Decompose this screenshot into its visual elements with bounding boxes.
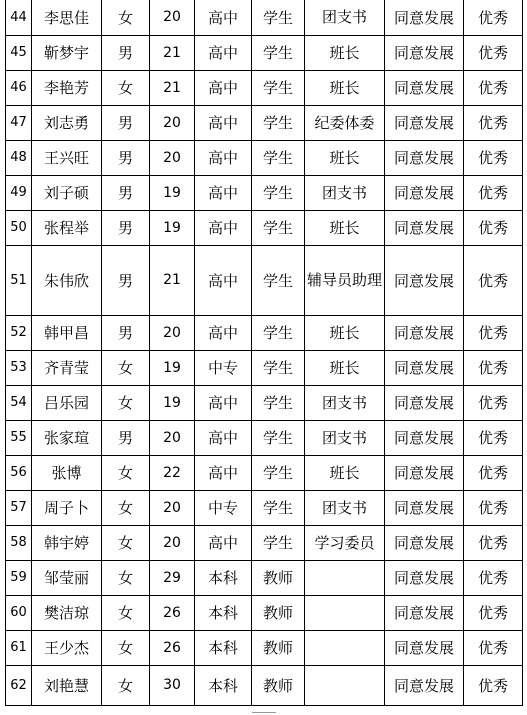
gender-cell: 男 <box>102 315 150 350</box>
identity-cell: 学生 <box>252 245 305 315</box>
rating-cell: 优秀 <box>464 140 523 175</box>
rating-cell: 优秀 <box>464 0 523 35</box>
table-row <box>6 665 523 705</box>
opinion-cell: 同意发展 <box>385 385 464 420</box>
row-number: 56 <box>6 455 32 490</box>
name-cell: 邹莹丽 <box>32 560 102 595</box>
identity-cell: 学生 <box>252 525 305 560</box>
table-row <box>6 140 523 175</box>
gender-cell: 女 <box>102 385 150 420</box>
rating-cell: 优秀 <box>464 210 523 245</box>
age-cell: 20 <box>150 140 195 175</box>
rating-cell: 优秀 <box>464 350 523 385</box>
table-row <box>6 455 523 490</box>
age-cell: 20 <box>150 0 195 35</box>
opinion-cell: 同意发展 <box>385 420 464 455</box>
role-cell: 班长 <box>305 210 385 245</box>
name-cell: 樊洁琼 <box>32 595 102 630</box>
gender-cell: 女 <box>102 630 150 665</box>
identity-cell: 学生 <box>252 315 305 350</box>
role-cell: 班长 <box>305 350 385 385</box>
name-cell: 刘志勇 <box>32 105 102 140</box>
role-cell: 班长 <box>305 70 385 105</box>
role-cell: 辅导员助理 <box>305 245 385 315</box>
age-cell: 20 <box>150 105 195 140</box>
gender-cell: 女 <box>102 70 150 105</box>
age-cell: 19 <box>150 350 195 385</box>
rating-cell: 优秀 <box>464 595 523 630</box>
role-cell <box>305 630 385 665</box>
education-cell: 高中 <box>195 385 252 420</box>
row-number: 62 <box>6 665 32 705</box>
identity-cell: 教师 <box>252 560 305 595</box>
identity-cell: 学生 <box>252 35 305 70</box>
opinion-cell: 同意发展 <box>385 35 464 70</box>
role-cell: 班长 <box>305 140 385 175</box>
opinion-cell: 同意发展 <box>385 0 464 35</box>
opinion-cell: 同意发展 <box>385 315 464 350</box>
table-row <box>6 175 523 210</box>
name-cell: 张博 <box>32 455 102 490</box>
rating-cell: 优秀 <box>464 70 523 105</box>
role-cell: 学习委员 <box>305 525 385 560</box>
table-row <box>6 420 523 455</box>
name-cell: 刘子硕 <box>32 175 102 210</box>
age-cell: 26 <box>150 630 195 665</box>
row-number: 46 <box>6 70 32 105</box>
name-cell: 韩甲昌 <box>32 315 102 350</box>
opinion-cell: 同意发展 <box>385 105 464 140</box>
table-row <box>6 245 523 315</box>
row-number: 44 <box>6 0 32 35</box>
age-cell: 22 <box>150 455 195 490</box>
opinion-cell: 同意发展 <box>385 595 464 630</box>
role-cell: 团支书 <box>305 490 385 525</box>
opinion-cell: 同意发展 <box>385 245 464 315</box>
row-number: 54 <box>6 385 32 420</box>
gender-cell: 女 <box>102 525 150 560</box>
table-row <box>6 35 523 70</box>
rating-cell: 优秀 <box>464 105 523 140</box>
role-cell: 团支书 <box>305 0 385 35</box>
table-row <box>6 210 523 245</box>
education-cell: 高中 <box>195 175 252 210</box>
opinion-cell: 同意发展 <box>385 350 464 385</box>
name-cell: 吕乐园 <box>32 385 102 420</box>
table-row <box>6 0 523 35</box>
gender-cell: 女 <box>102 455 150 490</box>
opinion-cell: 同意发展 <box>385 665 464 705</box>
gender-cell: 女 <box>102 560 150 595</box>
identity-cell: 教师 <box>252 630 305 665</box>
row-number: 60 <box>6 595 32 630</box>
opinion-cell: 同意发展 <box>385 175 464 210</box>
age-cell: 20 <box>150 420 195 455</box>
identity-cell: 学生 <box>252 210 305 245</box>
table-row <box>6 350 523 385</box>
education-cell: 本科 <box>195 630 252 665</box>
name-cell: 靳梦宇 <box>32 35 102 70</box>
education-cell: 本科 <box>195 595 252 630</box>
row-number: 45 <box>6 35 32 70</box>
gender-cell: 女 <box>102 350 150 385</box>
row-number: 51 <box>6 245 32 315</box>
gender-cell: 男 <box>102 140 150 175</box>
gender-cell: 男 <box>102 105 150 140</box>
age-cell: 21 <box>150 70 195 105</box>
name-cell: 齐青莹 <box>32 350 102 385</box>
education-cell: 中专 <box>195 490 252 525</box>
education-cell: 高中 <box>195 35 252 70</box>
identity-cell: 学生 <box>252 175 305 210</box>
education-cell: 中专 <box>195 350 252 385</box>
row-number: 53 <box>6 350 32 385</box>
row-number: 61 <box>6 630 32 665</box>
name-cell: 王少杰 <box>32 630 102 665</box>
name-cell: 朱伟欣 <box>32 245 102 315</box>
name-cell: 周子卜 <box>32 490 102 525</box>
rating-cell: 优秀 <box>464 560 523 595</box>
identity-cell: 学生 <box>252 0 305 35</box>
gender-cell: 男 <box>102 35 150 70</box>
age-cell: 20 <box>150 525 195 560</box>
row-number: 50 <box>6 210 32 245</box>
rating-cell: 优秀 <box>464 175 523 210</box>
table-row <box>6 560 523 595</box>
gender-cell: 女 <box>102 665 150 705</box>
age-cell: 26 <box>150 595 195 630</box>
identity-cell: 学生 <box>252 105 305 140</box>
rating-cell: 优秀 <box>464 455 523 490</box>
gender-cell: 女 <box>102 595 150 630</box>
role-cell <box>305 560 385 595</box>
role-cell: 班长 <box>305 35 385 70</box>
gender-cell: 男 <box>102 245 150 315</box>
name-cell: 李艳芳 <box>32 70 102 105</box>
gender-cell: 男 <box>102 210 150 245</box>
row-number: 52 <box>6 315 32 350</box>
education-cell: 本科 <box>195 560 252 595</box>
gender-cell: 女 <box>102 490 150 525</box>
identity-cell: 学生 <box>252 350 305 385</box>
role-cell: 班长 <box>305 315 385 350</box>
row-number: 57 <box>6 490 32 525</box>
row-number: 49 <box>6 175 32 210</box>
education-cell: 高中 <box>195 315 252 350</box>
identity-cell: 学生 <box>252 490 305 525</box>
age-cell: 19 <box>150 210 195 245</box>
age-cell: 20 <box>150 315 195 350</box>
rating-cell: 优秀 <box>464 490 523 525</box>
education-cell: 本科 <box>195 665 252 705</box>
name-cell: 刘艳慧 <box>32 665 102 705</box>
role-cell <box>305 665 385 705</box>
opinion-cell: 同意发展 <box>385 560 464 595</box>
age-cell: 29 <box>150 560 195 595</box>
age-cell: 20 <box>150 490 195 525</box>
rating-cell: 优秀 <box>464 420 523 455</box>
opinion-cell: 同意发展 <box>385 70 464 105</box>
education-cell: 高中 <box>195 70 252 105</box>
identity-cell: 学生 <box>252 385 305 420</box>
role-cell: 纪委体委 <box>305 105 385 140</box>
education-cell: 高中 <box>195 420 252 455</box>
opinion-cell: 同意发展 <box>385 210 464 245</box>
name-cell: 李思佳 <box>32 0 102 35</box>
identity-cell: 学生 <box>252 455 305 490</box>
role-cell: 班长 <box>305 455 385 490</box>
identity-cell: 学生 <box>252 70 305 105</box>
rating-cell: 优秀 <box>464 665 523 705</box>
rating-cell: 优秀 <box>464 35 523 70</box>
education-cell: 高中 <box>195 455 252 490</box>
table-row <box>6 105 523 140</box>
age-cell: 21 <box>150 245 195 315</box>
table-row <box>6 630 523 665</box>
table-row <box>6 525 523 560</box>
gender-cell: 男 <box>102 175 150 210</box>
page-edge-mark <box>252 712 276 713</box>
roster-body <box>6 0 523 705</box>
role-cell <box>305 595 385 630</box>
education-cell: 高中 <box>195 210 252 245</box>
opinion-cell: 同意发展 <box>385 455 464 490</box>
identity-cell: 教师 <box>252 595 305 630</box>
age-cell: 30 <box>150 665 195 705</box>
identity-cell: 教师 <box>252 665 305 705</box>
row-number: 55 <box>6 420 32 455</box>
role-cell: 团支书 <box>305 385 385 420</box>
education-cell: 高中 <box>195 525 252 560</box>
rating-cell: 优秀 <box>464 315 523 350</box>
role-cell: 团支书 <box>305 420 385 455</box>
role-cell: 团支书 <box>305 175 385 210</box>
table-row <box>6 70 523 105</box>
row-number: 58 <box>6 525 32 560</box>
row-number: 47 <box>6 105 32 140</box>
education-cell: 高中 <box>195 245 252 315</box>
opinion-cell: 同意发展 <box>385 490 464 525</box>
table-row <box>6 595 523 630</box>
identity-cell: 学生 <box>252 140 305 175</box>
rating-cell: 优秀 <box>464 630 523 665</box>
age-cell: 19 <box>150 385 195 420</box>
opinion-cell: 同意发展 <box>385 140 464 175</box>
rating-cell: 优秀 <box>464 525 523 560</box>
identity-cell: 学生 <box>252 420 305 455</box>
table-row <box>6 490 523 525</box>
education-cell: 高中 <box>195 0 252 35</box>
rating-cell: 优秀 <box>464 245 523 315</box>
name-cell: 王兴旺 <box>32 140 102 175</box>
rating-cell: 优秀 <box>464 385 523 420</box>
row-number: 59 <box>6 560 32 595</box>
age-cell: 19 <box>150 175 195 210</box>
name-cell: 韩宇婷 <box>32 525 102 560</box>
opinion-cell: 同意发展 <box>385 630 464 665</box>
table-row <box>6 385 523 420</box>
name-cell: 张家瑄 <box>32 420 102 455</box>
education-cell: 高中 <box>195 105 252 140</box>
member-roster-table <box>5 0 523 706</box>
gender-cell: 男 <box>102 420 150 455</box>
row-number: 48 <box>6 140 32 175</box>
opinion-cell: 同意发展 <box>385 525 464 560</box>
name-cell: 张程举 <box>32 210 102 245</box>
education-cell: 高中 <box>195 140 252 175</box>
age-cell: 21 <box>150 35 195 70</box>
gender-cell: 女 <box>102 0 150 35</box>
table-row <box>6 315 523 350</box>
